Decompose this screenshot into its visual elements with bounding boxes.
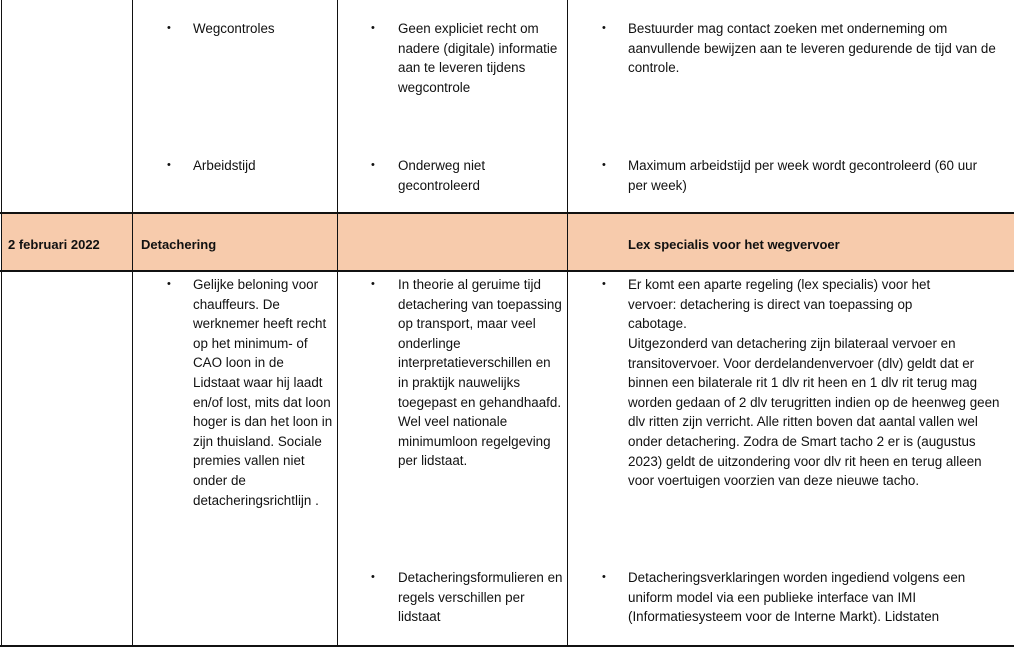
table-bottom-border (0, 645, 1014, 647)
topic-cell: Arbeidstijd (193, 158, 256, 173)
row-divider-header-bottom (0, 270, 1014, 272)
bullet-icon: • (602, 278, 606, 290)
topic-cell: Wegcontroles (193, 21, 275, 36)
current-situation-cell: In theorie al geruime tijd detachering van toepassing op transport, maar veel onderlinge interpretatieverschillen en in praktijk nauwelijks toegepast en gehandhaafd. Wel veel nationale minimumloon regelgeving per lidstaat. (398, 277, 562, 469)
bullet-icon: • (167, 159, 171, 171)
current-situation-cell: Onderweg niet gecontroleerd (398, 158, 486, 193)
new-rule-cell-continued: Uitgezonderd van detachering zijn bilateraal vervoer en transitovervoer. Voor derdelandenvervoer (dlv) geldt dat er binnen een bilaterale rit 1 dlv rit heen en 1 dlv rit terug mag worden gedaan of 2 dlv terugritten indien op de heenweg geen dlv ritten zijn verricht. Alle ritten boven dat aantal vallen wel onder detachering. Zodra de Smart tacho 2 er is (augustus 2023) geldt de uitzondering voor dlv rit heen en terug alleen voor voertuigen voorzien van deze nieuwe tacho. (628, 336, 1000, 489)
bullet-icon: • (371, 159, 375, 171)
bullet-icon: • (371, 571, 375, 583)
col-border-1 (132, 0, 133, 647)
new-rule-cell: Detacheringsverklaringen worden ingediend volgens een uniform model via een publieke interface van IMI (Informatiesysteem voor de Interne Markt). Lidstaten (628, 570, 966, 625)
bullet-icon: • (371, 278, 375, 290)
topic-cell: Gelijke beloning voor chauffeurs. De werknemer heeft recht op het minimum- of CAO loon in de Lidstaat waar hij laadt en/of lost, mits dat loon hoger is dan het loon in zijn thuisland. Sociale premies vallen niet onder de detacheringsrichtlijn . (193, 277, 333, 508)
topic-header: Detachering (141, 237, 217, 252)
bullet-icon: • (602, 22, 606, 34)
bullet-icon: • (371, 22, 375, 34)
bullet-icon: • (602, 159, 606, 171)
current-situation-cell: Detacheringsformulieren en regels verschillen per lidstaat (398, 570, 563, 625)
col-border-left (1, 0, 2, 647)
col-border-3 (567, 0, 568, 647)
new-rule-header: Lex specialis voor het wegvervoer (628, 237, 840, 252)
bullet-icon: • (602, 571, 606, 583)
current-situation-cell: Geen expliciet recht om nadere (digitale) informatie aan te leveren tijdens wegcontrole (398, 21, 558, 95)
new-rule-cell: Maximum arbeidstijd per week wordt gecontroleerd (60 uur per week) (628, 158, 978, 193)
col-border-2 (337, 0, 338, 647)
date-header: 2 februari 2022 (8, 237, 100, 252)
row-divider-top (0, 212, 1014, 214)
bullet-icon: • (167, 22, 171, 34)
new-rule-cell: Bestuurder mag contact zoeken met onderneming om aanvullende bewijzen aan te leveren gedurende de tijd van de controle. (628, 21, 996, 76)
bullet-icon: • (167, 278, 171, 290)
new-rule-cell: Er komt een aparte regeling (lex specialis) voor het vervoer: detachering is direct van toepassing op cabotage. (628, 277, 931, 332)
